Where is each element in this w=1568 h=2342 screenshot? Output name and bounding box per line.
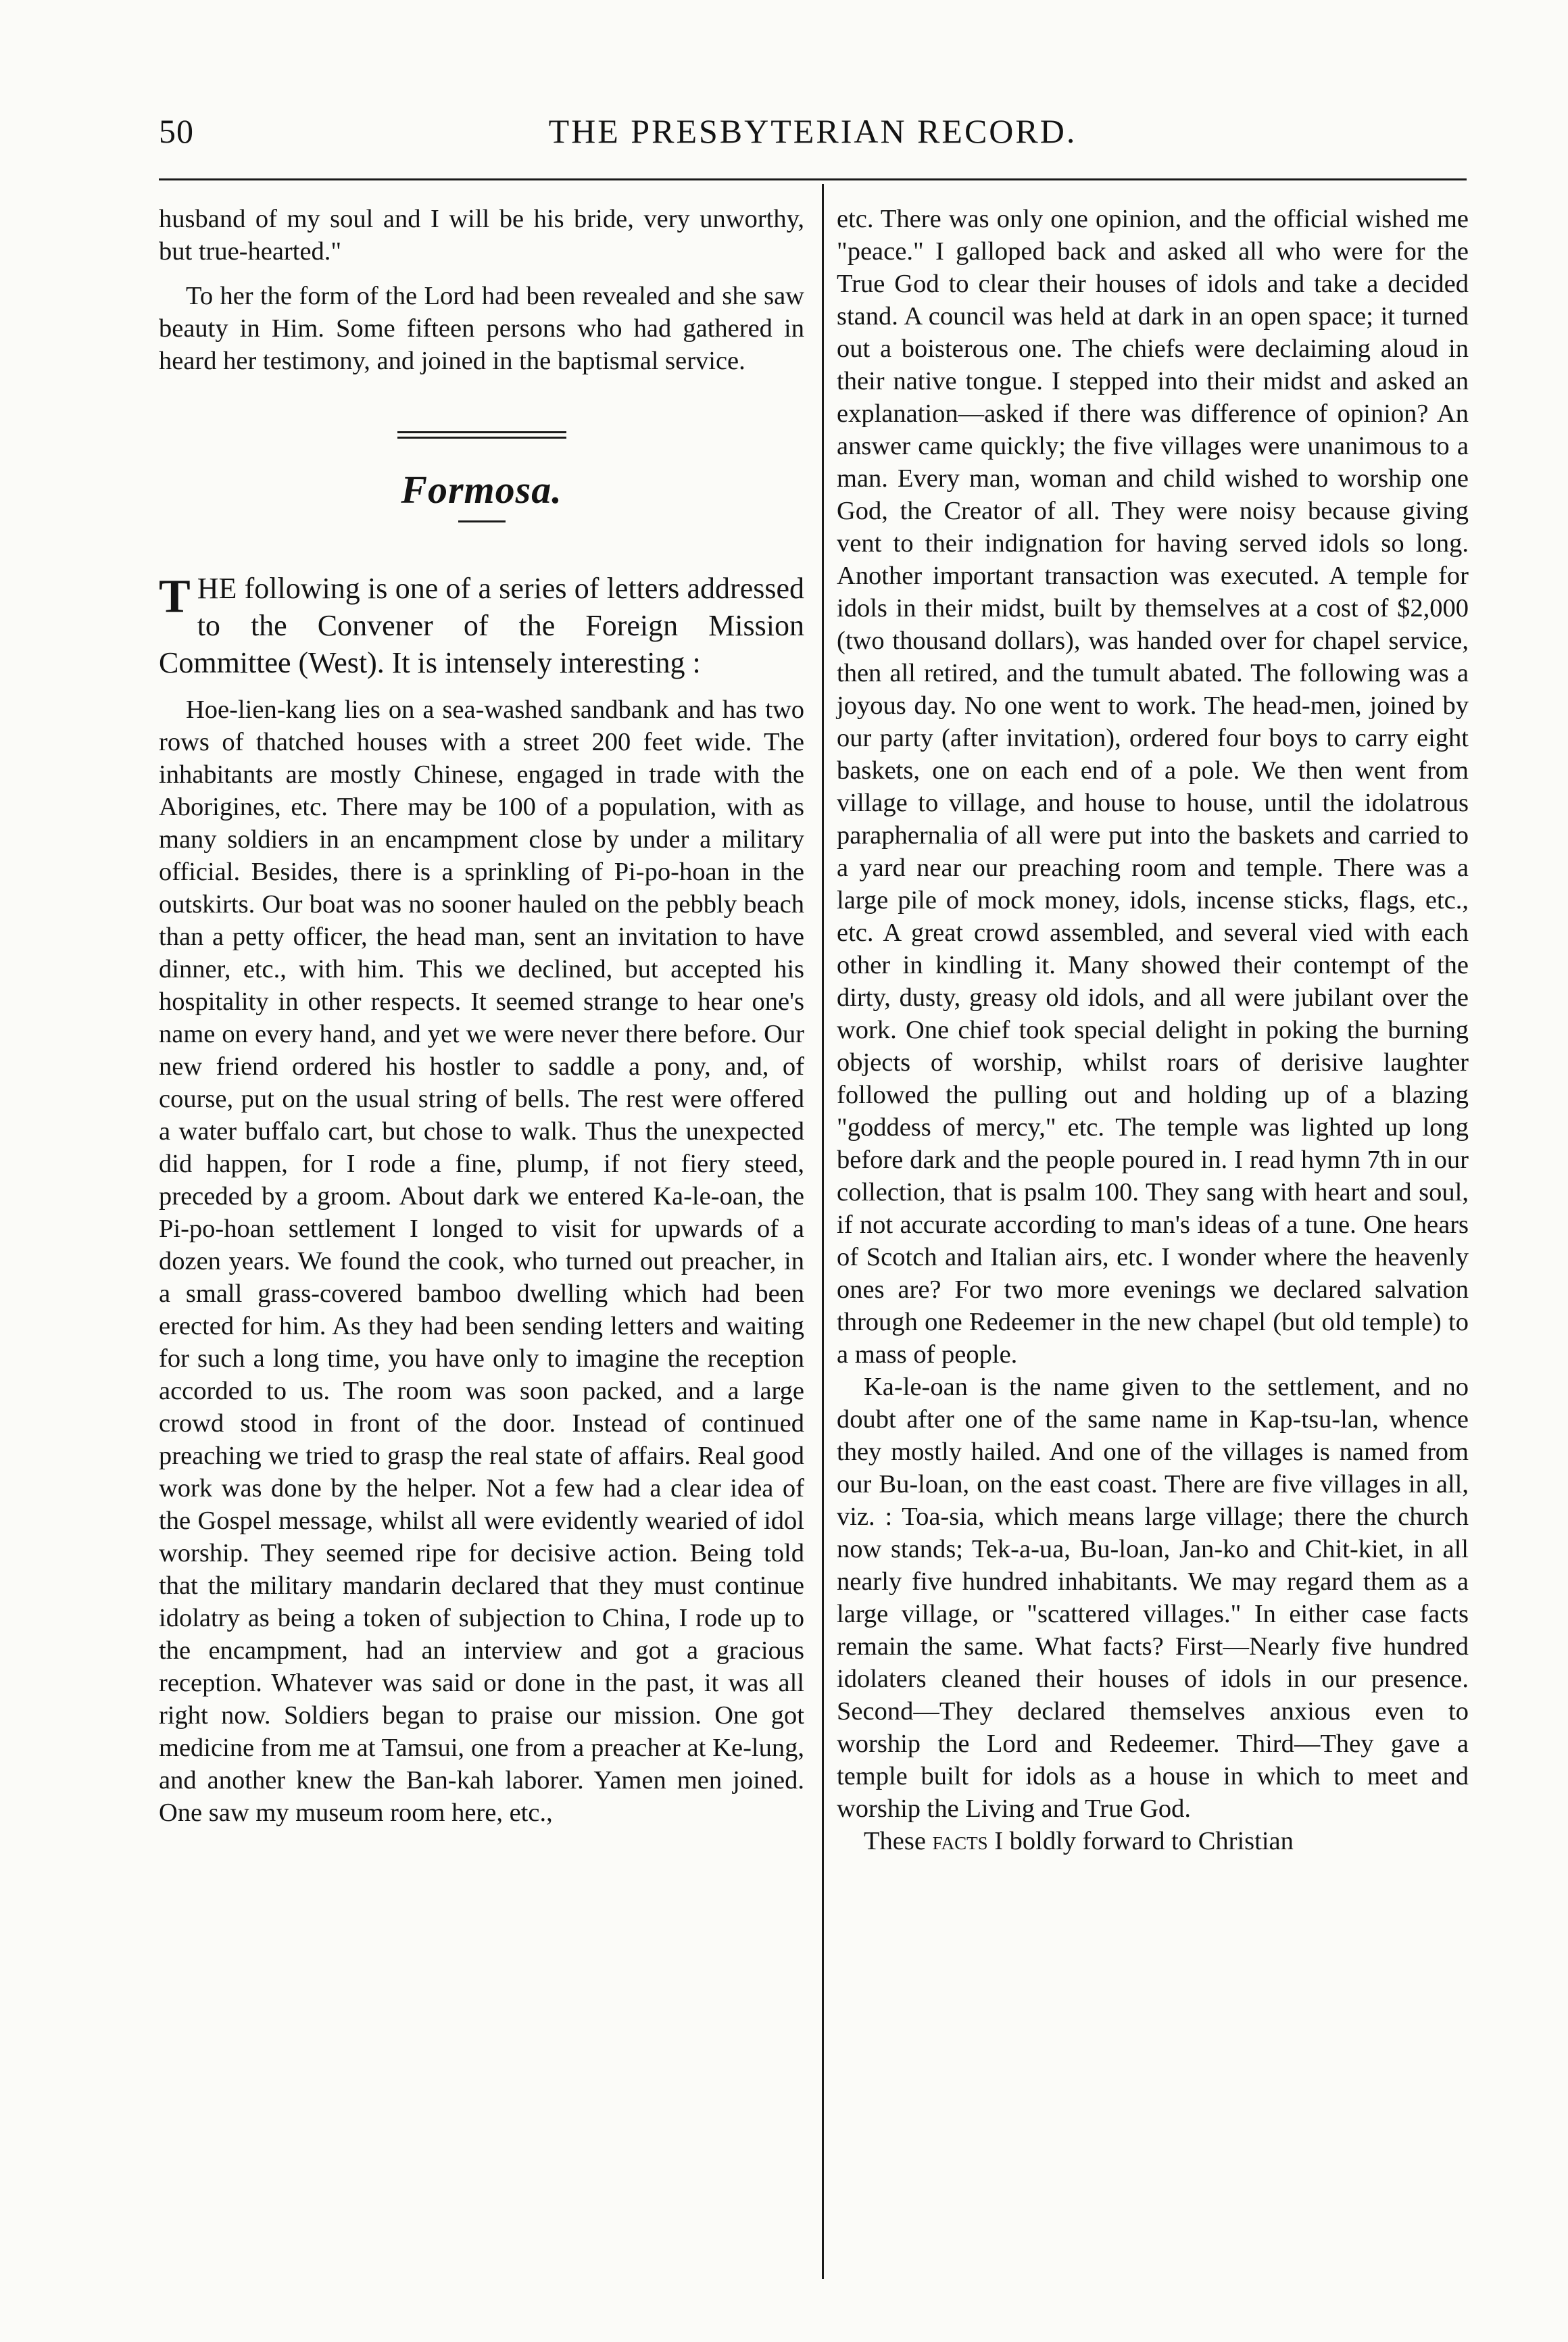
paragraph-hoe-lien-kang: Hoe-lien-kang lies on a sea-washed sandbank and has two rows of thatched houses with a street 200 feet wide. The inhabitants are mostly Chinese, engaged in trade with the Aborigines, etc. There may be 100 of a population, with as many soldiers in an encampment close by under a military official. Besides, there is a sprinkling of Pi-po-hoan in the outskirts. Our boat was no sooner hauled on the pebbly beach than a petty officer, the head man, sent an invitation to have dinner, etc., with him. This we declined, but accepted his hospitality in other respects. It seemed strange to hear one's name on every hand, and yet we were never there before. Our new friend ordered his hostler to saddle a pony, and, of course, put on the usual string of bells. The rest were offered a water buffalo cart, but chose to walk. Thus the unexpected did happen, for I rode a fine, plump, if not fiery steed, preceded by a groom. About dark we entered Ka-le-oan, the Pi-po-hoan settlement I longed to visit for upwards of a dozen years. We found the cook, who turned out preacher, in a small grass-covered bamboo dwelling which had been erected for him. As they had been sending letters and waiting for such a long time, you have only to imagine the reception accorded to us. The room was soon packed, and a large crowd stood in front of the door. Instead of continued preaching we tried to grasp the real state of affairs. Real good work was done by the helper. Not a few had a clear idea of the Gospel message, whilst all were evidently wearied of idol worship. They seemed ripe for decisive action. Being told that the military mandarin declared that they must continue idolatry as being a token of subjection to China, I rode up to the encampment, had an interview and got a gracious reception. Whatever was said or done in the past, it was all right now. Soldiers began to praise our mission. One got medicine from me at Tamsui, one from a preacher at Ke-lung, and another knew the Ban-kah laborer. Yamen men joined. One saw my museum room here, etc.,	[159, 696, 804, 1827]
facts-rest: I boldly forward to Christian	[994, 1827, 1294, 1855]
facts-prefix: These	[864, 1827, 926, 1855]
left-column	[159, 203, 804, 1829]
drop-cap: T	[159, 570, 191, 623]
page-header	[159, 112, 1467, 159]
header-rule	[159, 178, 1467, 180]
paragraph-ka-le-oan: Ka-le-oan is the name given to the settlement, and no doubt after one of the same name in Kap-tsu-lan, whence they mostly hailed. And one of the villages is named from our Bu-loan, on the east coast. There are five villages in all, viz. : Toa-sia, which means large village; there the church now stands; Tek-a-ua, Bu-loan, Jan-ko and Chit-kiet, in all nearly five hundred inhabitants. We may regard them as a large village, or "scattered villages." In either case facts remain the same. What facts? First—Nearly five hundred idolaters cleaned their houses of idols in our presence. Second—They declared themselves anxious even to worship the Lord and Redeemer. Third—They gave a temple built for idols as a house in which to meet and worship the Living and True God.	[837, 1373, 1469, 1823]
section-ornament-rule	[397, 431, 566, 439]
facts-smallcaps: facts	[932, 1827, 988, 1855]
paragraph-continued: husband of my soul and I will be his bride, very unworthy, but true-hearted."	[159, 205, 804, 266]
running-title: THE PRESBYTERIAN RECORD.	[548, 112, 1077, 150]
paragraph-facts	[837, 1825, 1469, 1857]
page-number: 50	[159, 112, 194, 150]
section-title: Formosa.	[401, 468, 562, 512]
paragraph-testimony: To her the form of the Lord had been revealed and she saw beauty in Him. Some fifteen persons who had gathered in heard her testimony, and joined in the baptismal service.	[159, 282, 804, 375]
column-divider	[822, 184, 824, 2279]
right-column	[837, 203, 1469, 1857]
paragraph-council: etc. There was only one opinion, and the official wished me "peace." I galloped back and asked all who were for the True God to clear their houses of idols and take a decided stand. A council was held at dark in an open space; it turned out a boisterous one. The chiefs were declaiming aloud in their native tongue. I stepped into their midst and asked an explanation—asked if there was difference of opinion? An answer came quickly; the five villages were unanimous to a man. Every man, woman and child wished to worship one God, the Creator of all. They were noisy because giving vent to their indignation for having served idols so long. Another important transaction was executed. A temple for idols in their midst, built by themselves at a cost of $2,000 (two thousand dollars), was handed over for chapel service, then all retired, and the tumult abated. The following was a joyous day. No one went to work. The head-men, joined by our party (after invitation), ordered four boys to carry eight baskets, one on each end of a pole. We then went from village to village, and house to house, until the idolatrous paraphernalia of all were put into the baskets and carried to a yard near our preaching room and temple. There was a large pile of mock money, idols, incense sticks, flags, etc., etc. A great crowd assembled, and several vied with each other in kindling it. Many showed their contempt of the dirty, dusty, greasy old idols, and all were jubilant over the work. One chief took special delight in poking the burning objects of worship, whilst roars of derisive laughter followed the pulling out and holding up of a blazing "goddess of mercy," etc. The temple was lighted up long before dark and the people poured in. I read hymn 7th in our collection, that is psalm 100. They sang with heart and soul, if not accurate according to man's ideas of a tune. One hears of Scotch and Italian airs, etc. I wonder where the heavenly ones are? For two more evenings we declared salvation through one Redeemer in the new chapel (but old temple) to a mass of people.	[837, 205, 1469, 1369]
lead-paragraph	[159, 570, 804, 681]
title-underline	[458, 520, 506, 522]
lead-text: HE following is one of a series of letters addressed to the Convener of the Foreign Mission Committee (West). It is intensely interesting :	[159, 572, 804, 679]
